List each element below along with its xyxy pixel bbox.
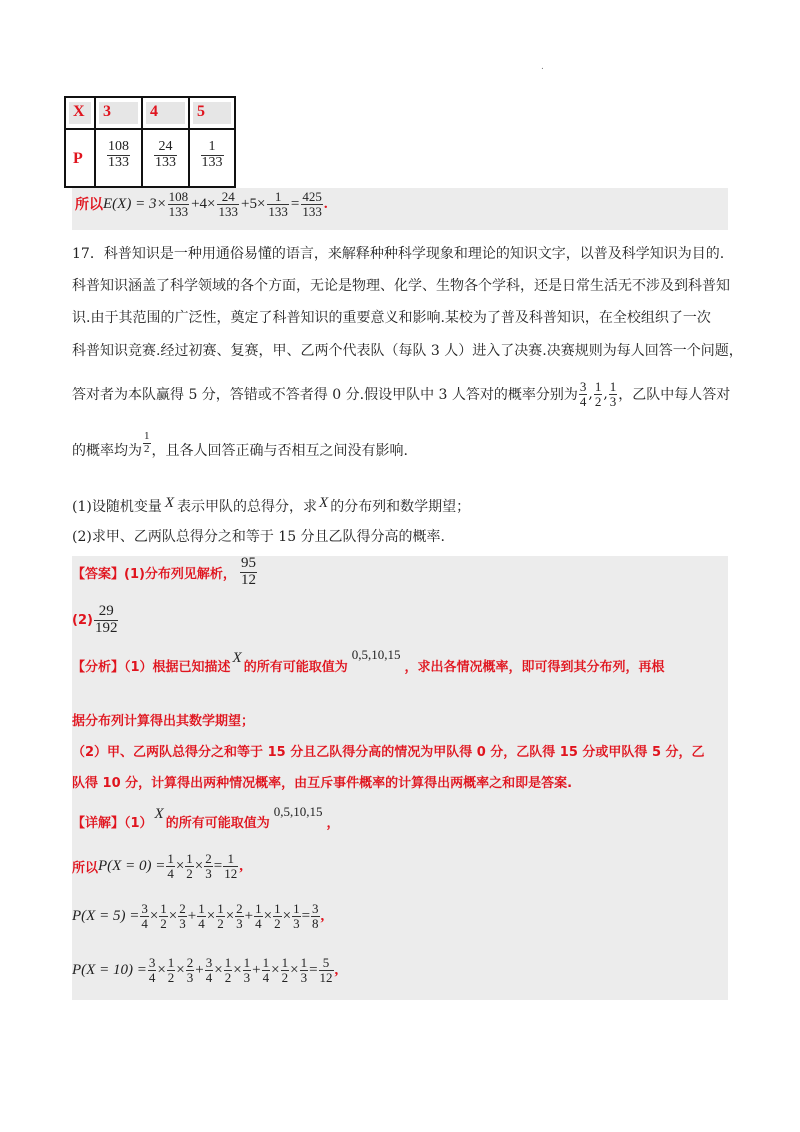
table-prob-cell [95, 129, 142, 187]
table-prob-cell [189, 129, 235, 187]
expectation-lhs: E(X) = 3× [103, 195, 167, 212]
so-label: 所以 [72, 860, 99, 876]
analysis-text: ，求出各情况概率，即可得到其分布列，再根 [404, 660, 665, 675]
fraction: $\frac{1}{4}$ [167, 851, 174, 881]
answer-label: 【答案】(1)分布列见解析， [72, 566, 236, 582]
fraction: $\frac{5}{12}$ [319, 955, 333, 985]
fraction: $\frac{108}{133}$ [168, 189, 189, 219]
problem-line: 科普知识涵盖了科学领域的各个方面，无论是物理、化学、生物各个学科，还是日常生活无不涉及到科普知 [72, 278, 730, 294]
table-header-x: X [73, 103, 85, 120]
fraction: $\frac{2}{3}$ [186, 955, 194, 985]
question-text: (1)设随机变量 [72, 499, 162, 515]
fraction: $\frac{1}{4}$ [262, 955, 270, 985]
expectation-term: +4× [191, 195, 216, 212]
fraction: $\frac{1}{3}$ [243, 955, 251, 985]
fraction: $\frac{1}{2}$ [186, 851, 193, 881]
p10-lhs: P(X = 10) = [72, 961, 147, 978]
variable-x: X [232, 650, 242, 666]
comma: , [334, 961, 339, 978]
probability-fraction: $\frac{1}{133}$ [201, 139, 223, 170]
value-set: 0,5,10,15 [273, 803, 323, 819]
fraction: $\frac{2}{3}$ [236, 901, 243, 931]
p10-line: P(X = 10) = $\frac{3}{4}$ × $\frac{1}{2}$ × $\frac{2}{3}$ + $\frac{3}{4}$ × $\frac{1}{2}$ × $\frac{1}{3}$ + $\frac{1}{4}$ × $\frac{1}{2}$ × $\frac{1}{3}$ = $\frac{5}{12}$ , [72, 955, 339, 985]
problem-text: ，乙队中每人答对 [618, 387, 731, 404]
fraction: $\frac{1}{4}$ [255, 901, 262, 931]
fraction: $\frac{3}{4}$ [141, 901, 148, 931]
problem-line: 识.由于其范围的广泛性，奠定了科普知识的重要意义和影响.某校为了普及科普知识，在全校组织了一次 [72, 310, 711, 326]
value-set: 0,5,10,15 [351, 646, 401, 662]
table-header-value: 5 [197, 103, 205, 120]
fraction: $\frac{95}{12}$ [240, 555, 256, 588]
expectation-term: +5× [240, 195, 266, 212]
fraction: $\frac{1}{2}$ [594, 379, 602, 409]
variable-x: X [319, 494, 329, 511]
problem-line-5: 答对者为本队赢得 5 分，答错或不答者得 0 分.假设甲队中 3 人答对的概率分别为 $\frac{3}{4}$ , $\frac{1}{2}$ , $\frac{1}{3}$ ，乙队中每人答对 [72, 379, 731, 409]
table-header-cell [65, 97, 95, 129]
table-p-cell [65, 129, 95, 187]
table-header-value: 4 [150, 103, 158, 120]
analysis-line-3: （2）甲、乙两队总得分之和等于 15 分且乙队得分高的情况为甲队得 0 分，乙队得 15 分或甲队得 5 分，乙 [72, 745, 705, 760]
table-header-cell [142, 97, 189, 129]
analysis-line-1 [72, 646, 665, 675]
answer-line-2 [72, 604, 119, 637]
table-header-value: 3 [103, 103, 111, 120]
fraction: $\frac{1}{3}$ [300, 955, 308, 985]
page-mark: . [541, 62, 544, 72]
fraction: $\frac{1}{2}$ [274, 901, 281, 931]
detail-text: ， [326, 816, 340, 831]
answer-line-1 [72, 556, 258, 589]
fraction: $\frac{1}{12}$ [224, 851, 238, 881]
fraction: $\frac{1}{2}$ [144, 429, 150, 455]
fraction: $\frac{29}{192}$ [94, 603, 118, 636]
problem-text: ，且各人回答正确与否相互之间没有影响. [151, 443, 408, 459]
fraction: $\frac{1}{2}$ [281, 955, 289, 985]
probability-fraction: $\frac{108}{133}$ [108, 139, 129, 170]
fraction: $\frac{2}{3}$ [179, 901, 186, 931]
fraction: $\frac{1}{2}$ [167, 955, 175, 985]
fraction: $\frac{1}{2}$ [160, 901, 167, 931]
analysis-line-4: 队得 10 分，计算得出两种情况概率，由互斥事件概率的计算得出两概率之和即是答案. [72, 776, 573, 791]
comma: , [320, 907, 325, 924]
problem-line-6 [72, 429, 408, 460]
expectation-prefix: 所以 [75, 197, 103, 214]
detail-line-1 [72, 803, 340, 831]
question-1 [72, 496, 470, 516]
question-2: (2)求甲、乙两队总得分之和等于 15 分且乙队得分高的概率. [72, 529, 445, 545]
fraction: $\frac{3}{8}$ [312, 901, 319, 931]
probability-fraction: $\frac{24}{133}$ [155, 139, 176, 170]
detail-text: 的所有可能取值为 [165, 816, 270, 831]
table-p-label: P [73, 150, 83, 167]
p5-lhs: P(X = 5) = [72, 907, 140, 924]
analysis-line-2: 据分布列计算得出其数学期望； [72, 714, 255, 729]
answer-part-label: (2) [72, 612, 93, 628]
problem-text: 的概率均为 [72, 443, 142, 459]
distribution-table [64, 96, 236, 188]
fraction: $\frac{1}{4}$ [198, 901, 205, 931]
fraction: $\frac{3}{4}$ [148, 955, 156, 985]
fraction: $\frac{1}{2}$ [217, 901, 224, 931]
fraction: $\frac{1}{3}$ [293, 901, 300, 931]
table-header-cell [95, 97, 142, 129]
fraction: $\frac{2}{3}$ [205, 851, 212, 881]
expectation-line [75, 190, 328, 218]
expectation-end: . [323, 195, 328, 212]
question-text: 的分布列和数学期望； [330, 499, 471, 515]
comma: , [239, 857, 243, 874]
analysis-text: 的所有可能取值为 [243, 660, 348, 675]
equals-sign: = [290, 195, 300, 212]
detail-label: 【详解】（1） [72, 816, 153, 831]
variable-x: X [164, 494, 175, 511]
fraction: $\frac{3}{4}$ [205, 955, 213, 985]
problem-line: 科普知识竞赛.经过初赛、复赛，甲、乙两个代表队（每队 3 人）进入了决赛.决赛规则为每人回答一个问题， [72, 343, 743, 359]
p0-line: 所以 P(X = 0) = $\frac{1}{4}$ × $\frac{1}{2}$ × $\frac{2}{3}$ = $\frac{1}{12}$ , [72, 851, 243, 881]
fraction: $\frac{24}{133}$ [218, 189, 238, 219]
fraction: $\frac{3}{4}$ [579, 379, 587, 409]
analysis-label: 【分析】（1）根据已知描述 [72, 660, 231, 675]
table-header-cell [189, 97, 235, 129]
fraction: $\frac{425}{133}$ [302, 189, 322, 219]
table-prob-cell [142, 129, 189, 187]
fraction: $\frac{1}{133}$ [268, 189, 288, 219]
p0-lhs: P(X = 0) = [98, 857, 166, 874]
question-text: 表示甲队的总得分，求 [177, 499, 318, 515]
fraction: $\frac{1}{3}$ [609, 379, 617, 409]
variable-x: X [154, 806, 164, 822]
p5-line: P(X = 5) = $\frac{3}{4}$ × $\frac{1}{2}$ × $\frac{2}{3}$ + $\frac{1}{4}$ × $\frac{1}{2}$ × $\frac{2}{3}$ + $\frac{1}{4}$ × $\frac{1}{2}$ × $\frac{1}{3}$ = $\frac{3}{8}$ , [72, 901, 325, 931]
problem-line: 17．科普知识是一种用通俗易懂的语言，来解释种种科学现象和理论的知识文字，以普及科学知识为目的. [72, 246, 725, 262]
problem-text: 答对者为本队赢得 5 分，答错或不答者得 0 分.假设甲队中 3 人答对的概率分别为 [72, 387, 578, 404]
fraction: $\frac{1}{2}$ [224, 955, 232, 985]
